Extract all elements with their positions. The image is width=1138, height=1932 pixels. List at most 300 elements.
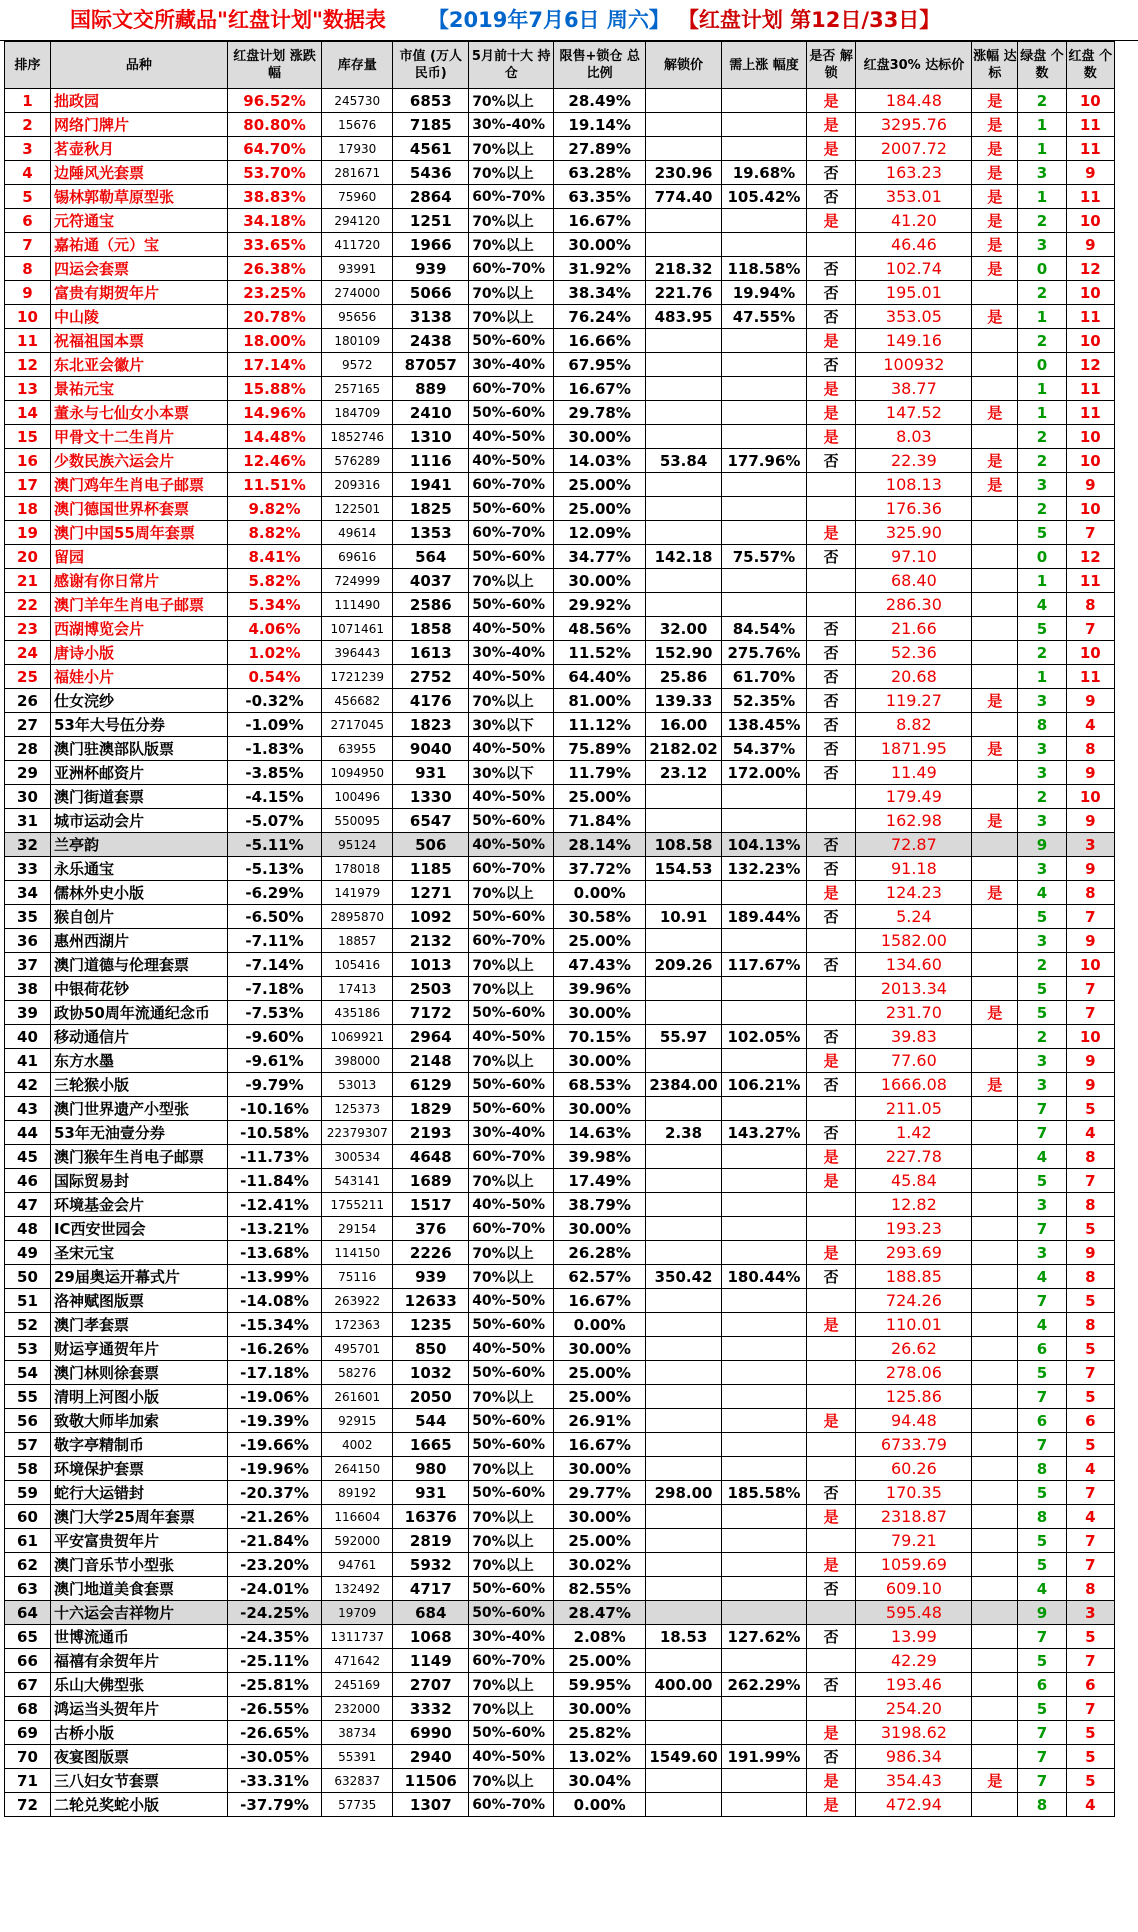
cell-pct: 5.34% xyxy=(227,593,321,617)
cell-reached xyxy=(972,1721,1018,1745)
table-row xyxy=(5,1193,1115,1217)
cell-is-unlocked xyxy=(806,1361,855,1385)
cell-needed-rise xyxy=(721,1193,806,1217)
cell-reached xyxy=(972,953,1018,977)
cell-green-count: 7 xyxy=(1018,1385,1066,1409)
cell-rank: 3 xyxy=(5,137,51,161)
cell-reached xyxy=(972,521,1018,545)
cell-is-unlocked: 否 xyxy=(806,617,855,641)
cell-rank: 31 xyxy=(5,809,51,833)
cell-is-unlocked: 是 xyxy=(806,89,855,113)
cell-unlock-price xyxy=(646,1457,722,1481)
cell-market-value: 1858 xyxy=(393,617,469,641)
cell-stock: 15676 xyxy=(322,113,393,137)
cell-reached xyxy=(972,1217,1018,1241)
cell-red-count: 10 xyxy=(1066,641,1114,665)
cell-pct: 14.48% xyxy=(227,425,321,449)
cell-stock: 281671 xyxy=(322,161,393,185)
cell-needed-rise xyxy=(721,809,806,833)
cell-red-count: 8 xyxy=(1066,881,1114,905)
cell-green-count: 2 xyxy=(1018,425,1066,449)
cell-green-count: 3 xyxy=(1018,929,1066,953)
cell-stock: 435186 xyxy=(322,1001,393,1025)
cell-reached: 是 xyxy=(972,161,1018,185)
cell-name: 夜宴图版票 xyxy=(50,1745,227,1769)
cell-name: 国际贸易封 xyxy=(50,1169,227,1193)
cell-stock: 232000 xyxy=(322,1697,393,1721)
cell-market-value: 2050 xyxy=(393,1385,469,1409)
cell-name: 乐山大佛型张 xyxy=(50,1673,227,1697)
cell-pct: -13.99% xyxy=(227,1265,321,1289)
header-holdings: 5月前十大 持仓 xyxy=(469,42,554,89)
cell-needed-rise: 61.70% xyxy=(721,665,806,689)
cell-is-unlocked: 是 xyxy=(806,1241,855,1265)
cell-holdings: 70%以上 xyxy=(469,1673,554,1697)
cell-target-price: 12.82 xyxy=(856,1193,972,1217)
cell-needed-rise xyxy=(721,1721,806,1745)
cell-needed-rise xyxy=(721,593,806,617)
cell-rank: 69 xyxy=(5,1721,51,1745)
cell-locked-ratio: 48.56% xyxy=(554,617,646,641)
cell-market-value: 16376 xyxy=(393,1505,469,1529)
cell-locked-ratio: 2.08% xyxy=(554,1625,646,1649)
cell-green-count: 2 xyxy=(1018,329,1066,353)
cell-reached xyxy=(972,1529,1018,1553)
table-row xyxy=(5,233,1115,257)
table-row xyxy=(5,641,1115,665)
cell-unlock-price xyxy=(646,425,722,449)
cell-red-count: 8 xyxy=(1066,737,1114,761)
cell-red-count: 5 xyxy=(1066,1745,1114,1769)
cell-name: 感谢有你日常片 xyxy=(50,569,227,593)
header-stock: 库存量 xyxy=(322,42,393,89)
cell-stock: 294120 xyxy=(322,209,393,233)
cell-stock: 245169 xyxy=(322,1673,393,1697)
cell-rank: 35 xyxy=(5,905,51,929)
cell-pct: -37.79% xyxy=(227,1793,321,1817)
cell-red-count: 5 xyxy=(1066,1385,1114,1409)
table-row xyxy=(5,1313,1115,1337)
cell-stock: 132492 xyxy=(322,1577,393,1601)
cell-pct: -5.11% xyxy=(227,833,321,857)
cell-market-value: 1068 xyxy=(393,1625,469,1649)
cell-red-count: 7 xyxy=(1066,1529,1114,1553)
cell-needed-rise xyxy=(721,785,806,809)
table-row xyxy=(5,89,1115,113)
cell-needed-rise: 191.99% xyxy=(721,1745,806,1769)
cell-locked-ratio: 30.00% xyxy=(554,233,646,257)
cell-market-value: 1185 xyxy=(393,857,469,881)
cell-holdings: 60%-70% xyxy=(469,1145,554,1169)
cell-red-count: 10 xyxy=(1066,425,1114,449)
cell-name: 西湖博览会片 xyxy=(50,617,227,641)
cell-rank: 13 xyxy=(5,377,51,401)
cell-is-unlocked: 否 xyxy=(806,713,855,737)
cell-target-price: 2318.87 xyxy=(856,1505,972,1529)
cell-reached xyxy=(972,569,1018,593)
cell-stock: 55391 xyxy=(322,1745,393,1769)
cell-is-unlocked xyxy=(806,1457,855,1481)
cell-red-count: 8 xyxy=(1066,593,1114,617)
cell-market-value: 1517 xyxy=(393,1193,469,1217)
cell-name: 城市运动会片 xyxy=(50,809,227,833)
cell-reached: 是 xyxy=(972,401,1018,425)
cell-reached xyxy=(972,905,1018,929)
cell-name: 澳门道德与伦理套票 xyxy=(50,953,227,977)
cell-rank: 43 xyxy=(5,1097,51,1121)
cell-target-price: 278.06 xyxy=(856,1361,972,1385)
cell-locked-ratio: 25.00% xyxy=(554,1649,646,1673)
cell-unlock-price xyxy=(646,1409,722,1433)
cell-stock: 58276 xyxy=(322,1361,393,1385)
table-row xyxy=(5,593,1115,617)
cell-holdings: 70%以上 xyxy=(469,881,554,905)
cell-holdings: 40%-50% xyxy=(469,1337,554,1361)
cell-name: 董永与七仙女小本票 xyxy=(50,401,227,425)
table-row xyxy=(5,329,1115,353)
cell-target-price: 353.05 xyxy=(856,305,972,329)
cell-holdings: 40%-50% xyxy=(469,449,554,473)
cell-market-value: 939 xyxy=(393,1265,469,1289)
cell-needed-rise: 54.37% xyxy=(721,737,806,761)
cell-holdings: 50%-60% xyxy=(469,1433,554,1457)
cell-green-count: 0 xyxy=(1018,545,1066,569)
cell-reached xyxy=(972,833,1018,857)
cell-market-value: 4648 xyxy=(393,1145,469,1169)
cell-red-count: 8 xyxy=(1066,1577,1114,1601)
cell-is-unlocked: 是 xyxy=(806,401,855,425)
cell-unlock-price xyxy=(646,353,722,377)
cell-green-count: 9 xyxy=(1018,1601,1066,1625)
table-row xyxy=(5,1481,1115,1505)
cell-green-count: 6 xyxy=(1018,1673,1066,1697)
cell-unlock-price xyxy=(646,1049,722,1073)
cell-red-count: 9 xyxy=(1066,857,1114,881)
cell-market-value: 980 xyxy=(393,1457,469,1481)
cell-reached xyxy=(972,353,1018,377)
cell-target-price: 149.16 xyxy=(856,329,972,353)
cell-market-value: 1116 xyxy=(393,449,469,473)
cell-unlock-price: 53.84 xyxy=(646,449,722,473)
cell-name: 澳门孝套票 xyxy=(50,1313,227,1337)
cell-green-count: 7 xyxy=(1018,1121,1066,1145)
cell-pct: 64.70% xyxy=(227,137,321,161)
cell-is-unlocked xyxy=(806,593,855,617)
cell-green-count: 5 xyxy=(1018,1169,1066,1193)
cell-rank: 30 xyxy=(5,785,51,809)
cell-market-value: 6547 xyxy=(393,809,469,833)
cell-rank: 40 xyxy=(5,1025,51,1049)
table-row xyxy=(5,1697,1115,1721)
cell-green-count: 1 xyxy=(1018,137,1066,161)
cell-red-count: 4 xyxy=(1066,713,1114,737)
cell-stock: 63955 xyxy=(322,737,393,761)
cell-holdings: 30%-40% xyxy=(469,353,554,377)
cell-market-value: 87057 xyxy=(393,353,469,377)
cell-name: 元符通宝 xyxy=(50,209,227,233)
cell-needed-rise xyxy=(721,425,806,449)
cell-stock: 471642 xyxy=(322,1649,393,1673)
table-row xyxy=(5,497,1115,521)
cell-locked-ratio: 26.28% xyxy=(554,1241,646,1265)
cell-is-unlocked: 否 xyxy=(806,257,855,281)
cell-rank: 66 xyxy=(5,1649,51,1673)
cell-holdings: 40%-50% xyxy=(469,1289,554,1313)
cell-green-count: 7 xyxy=(1018,1097,1066,1121)
cell-red-count: 10 xyxy=(1066,281,1114,305)
cell-reached xyxy=(972,1673,1018,1697)
cell-reached xyxy=(972,1385,1018,1409)
cell-pct: 33.65% xyxy=(227,233,321,257)
cell-unlock-price xyxy=(646,1505,722,1529)
cell-target-price: 254.20 xyxy=(856,1697,972,1721)
cell-pct: -12.41% xyxy=(227,1193,321,1217)
cell-locked-ratio: 39.96% xyxy=(554,977,646,1001)
cell-needed-rise xyxy=(721,473,806,497)
cell-green-count: 1 xyxy=(1018,569,1066,593)
cell-rank: 41 xyxy=(5,1049,51,1073)
cell-holdings: 70%以上 xyxy=(469,1385,554,1409)
cell-rank: 26 xyxy=(5,689,51,713)
cell-reached xyxy=(972,977,1018,1001)
cell-reached: 是 xyxy=(972,137,1018,161)
cell-holdings: 40%-50% xyxy=(469,665,554,689)
cell-holdings: 60%-70% xyxy=(469,1793,554,1817)
cell-rank: 42 xyxy=(5,1073,51,1097)
cell-reached xyxy=(972,1409,1018,1433)
cell-red-count: 7 xyxy=(1066,1481,1114,1505)
cell-holdings: 70%以上 xyxy=(469,977,554,1001)
cell-rank: 60 xyxy=(5,1505,51,1529)
cell-is-unlocked xyxy=(806,785,855,809)
header-unlock-price: 解锁价 xyxy=(646,42,722,89)
cell-is-unlocked: 否 xyxy=(806,857,855,881)
cell-holdings: 50%-60% xyxy=(469,1601,554,1625)
cell-is-unlocked: 是 xyxy=(806,1505,855,1529)
cell-stock: 89192 xyxy=(322,1481,393,1505)
cell-green-count: 5 xyxy=(1018,905,1066,929)
cell-locked-ratio: 0.00% xyxy=(554,1313,646,1337)
cell-green-count: 2 xyxy=(1018,1025,1066,1049)
cell-pct: -3.85% xyxy=(227,761,321,785)
table-row xyxy=(5,1025,1115,1049)
table-row xyxy=(5,1505,1115,1529)
cell-is-unlocked xyxy=(806,977,855,1001)
cell-needed-rise xyxy=(721,1697,806,1721)
cell-pct: -7.53% xyxy=(227,1001,321,1025)
cell-name: 东北亚会徽片 xyxy=(50,353,227,377)
cell-needed-rise xyxy=(721,1649,806,1673)
cell-reached xyxy=(972,1289,1018,1313)
table-row xyxy=(5,449,1115,473)
cell-market-value: 2132 xyxy=(393,929,469,953)
cell-red-count: 10 xyxy=(1066,89,1114,113)
cell-green-count: 7 xyxy=(1018,1769,1066,1793)
cell-is-unlocked: 是 xyxy=(806,1049,855,1073)
cell-stock: 95656 xyxy=(322,305,393,329)
cell-holdings: 60%-70% xyxy=(469,521,554,545)
cell-holdings: 30%-40% xyxy=(469,1625,554,1649)
plan-progress: 【红盘计划 第12日/33日】 xyxy=(677,8,941,32)
cell-locked-ratio: 25.00% xyxy=(554,473,646,497)
cell-name: 洛神赋图版票 xyxy=(50,1289,227,1313)
cell-red-count: 5 xyxy=(1066,1625,1114,1649)
cell-is-unlocked: 是 xyxy=(806,209,855,233)
cell-locked-ratio: 64.40% xyxy=(554,665,646,689)
cell-name: 环境基金会片 xyxy=(50,1193,227,1217)
table-row xyxy=(5,953,1115,977)
cell-pct: -19.66% xyxy=(227,1433,321,1457)
cell-unlock-price: 154.53 xyxy=(646,857,722,881)
cell-locked-ratio: 81.00% xyxy=(554,689,646,713)
cell-market-value: 1825 xyxy=(393,497,469,521)
cell-market-value: 9040 xyxy=(393,737,469,761)
cell-target-price: 11.49 xyxy=(856,761,972,785)
cell-locked-ratio: 19.14% xyxy=(554,113,646,137)
cell-reached xyxy=(972,1313,1018,1337)
cell-rank: 65 xyxy=(5,1625,51,1649)
cell-reached xyxy=(972,1097,1018,1121)
cell-holdings: 70%以上 xyxy=(469,281,554,305)
cell-market-value: 6853 xyxy=(393,89,469,113)
cell-needed-rise xyxy=(721,881,806,905)
table-row xyxy=(5,689,1115,713)
table-row xyxy=(5,929,1115,953)
cell-rank: 70 xyxy=(5,1745,51,1769)
cell-red-count: 11 xyxy=(1066,401,1114,425)
cell-target-price: 162.98 xyxy=(856,809,972,833)
cell-reached xyxy=(972,1649,1018,1673)
cell-unlock-price xyxy=(646,977,722,1001)
cell-name: 富贵有期贺年片 xyxy=(50,281,227,305)
cell-green-count: 5 xyxy=(1018,977,1066,1001)
cell-market-value: 2226 xyxy=(393,1241,469,1265)
cell-pct: -5.13% xyxy=(227,857,321,881)
cell-target-price: 38.77 xyxy=(856,377,972,401)
cell-name: 53年大号伍分券 xyxy=(50,713,227,737)
cell-green-count: 4 xyxy=(1018,593,1066,617)
cell-target-price: 293.69 xyxy=(856,1241,972,1265)
cell-market-value: 1353 xyxy=(393,521,469,545)
cell-holdings: 70%以上 xyxy=(469,233,554,257)
cell-locked-ratio: 70.15% xyxy=(554,1025,646,1049)
cell-locked-ratio: 29.78% xyxy=(554,401,646,425)
cell-is-unlocked: 是 xyxy=(806,881,855,905)
cell-locked-ratio: 25.00% xyxy=(554,497,646,521)
cell-pct: -9.60% xyxy=(227,1025,321,1049)
cell-needed-rise xyxy=(721,1337,806,1361)
cell-locked-ratio: 25.00% xyxy=(554,1361,646,1385)
cell-pct: -10.58% xyxy=(227,1121,321,1145)
cell-locked-ratio: 30.00% xyxy=(554,1217,646,1241)
cell-unlock-price: 25.86 xyxy=(646,665,722,689)
cell-is-unlocked: 是 xyxy=(806,425,855,449)
cell-red-count: 9 xyxy=(1066,1241,1114,1265)
cell-rank: 72 xyxy=(5,1793,51,1817)
cell-reached xyxy=(972,1193,1018,1217)
cell-rank: 33 xyxy=(5,857,51,881)
header-rank: 排序 xyxy=(5,42,51,89)
cell-locked-ratio: 16.67% xyxy=(554,1289,646,1313)
cell-reached: 是 xyxy=(972,449,1018,473)
cell-rank: 1 xyxy=(5,89,51,113)
cell-stock: 116604 xyxy=(322,1505,393,1529)
cell-stock: 264150 xyxy=(322,1457,393,1481)
cell-locked-ratio: 28.14% xyxy=(554,833,646,857)
cell-market-value: 7172 xyxy=(393,1001,469,1025)
cell-green-count: 7 xyxy=(1018,1745,1066,1769)
cell-pct: -15.34% xyxy=(227,1313,321,1337)
cell-target-price: 147.52 xyxy=(856,401,972,425)
cell-reached: 是 xyxy=(972,113,1018,137)
cell-is-unlocked: 否 xyxy=(806,641,855,665)
cell-stock: 49614 xyxy=(322,521,393,545)
cell-reached xyxy=(972,281,1018,305)
cell-target-price: 124.23 xyxy=(856,881,972,905)
cell-locked-ratio: 30.00% xyxy=(554,1505,646,1529)
cell-name: 财运亨通贺年片 xyxy=(50,1337,227,1361)
cell-holdings: 50%-60% xyxy=(469,1097,554,1121)
cell-unlock-price: 2.38 xyxy=(646,1121,722,1145)
cell-rank: 49 xyxy=(5,1241,51,1265)
cell-pct: -7.14% xyxy=(227,953,321,977)
cell-rank: 61 xyxy=(5,1529,51,1553)
table-row xyxy=(5,1145,1115,1169)
cell-needed-rise xyxy=(721,1217,806,1241)
table-row xyxy=(5,1529,1115,1553)
cell-needed-rise xyxy=(721,113,806,137)
cell-locked-ratio: 76.24% xyxy=(554,305,646,329)
cell-reached xyxy=(972,785,1018,809)
cell-name: 29届奥运开幕式片 xyxy=(50,1265,227,1289)
cell-unlock-price xyxy=(646,1361,722,1385)
cell-green-count: 7 xyxy=(1018,1289,1066,1313)
cell-is-unlocked: 否 xyxy=(806,185,855,209)
cell-holdings: 70%以上 xyxy=(469,1265,554,1289)
cell-market-value: 2864 xyxy=(393,185,469,209)
cell-red-count: 7 xyxy=(1066,1361,1114,1385)
cell-red-count: 7 xyxy=(1066,1169,1114,1193)
cell-target-price: 231.70 xyxy=(856,1001,972,1025)
cell-holdings: 50%-60% xyxy=(469,1721,554,1745)
cell-rank: 19 xyxy=(5,521,51,545)
table-row xyxy=(5,617,1115,641)
cell-target-price: 3198.62 xyxy=(856,1721,972,1745)
cell-holdings: 70%以上 xyxy=(469,89,554,113)
cell-needed-rise xyxy=(721,401,806,425)
table-row xyxy=(5,1337,1115,1361)
cell-pct: -20.37% xyxy=(227,1481,321,1505)
cell-reached: 是 xyxy=(972,1769,1018,1793)
cell-market-value: 1966 xyxy=(393,233,469,257)
cell-target-price: 102.74 xyxy=(856,257,972,281)
cell-locked-ratio: 30.02% xyxy=(554,1553,646,1577)
cell-holdings: 40%-50% xyxy=(469,425,554,449)
cell-needed-rise: 118.58% xyxy=(721,257,806,281)
cell-locked-ratio: 25.00% xyxy=(554,929,646,953)
cell-green-count: 3 xyxy=(1018,1193,1066,1217)
cell-rank: 52 xyxy=(5,1313,51,1337)
cell-pct: -13.68% xyxy=(227,1241,321,1265)
cell-target-price: 188.85 xyxy=(856,1265,972,1289)
cell-holdings: 60%-70% xyxy=(469,257,554,281)
cell-locked-ratio: 30.00% xyxy=(554,1049,646,1073)
cell-is-unlocked: 是 xyxy=(806,1769,855,1793)
cell-unlock-price: 108.58 xyxy=(646,833,722,857)
cell-reached xyxy=(972,425,1018,449)
cell-holdings: 50%-60% xyxy=(469,1361,554,1385)
cell-market-value: 6990 xyxy=(393,1721,469,1745)
